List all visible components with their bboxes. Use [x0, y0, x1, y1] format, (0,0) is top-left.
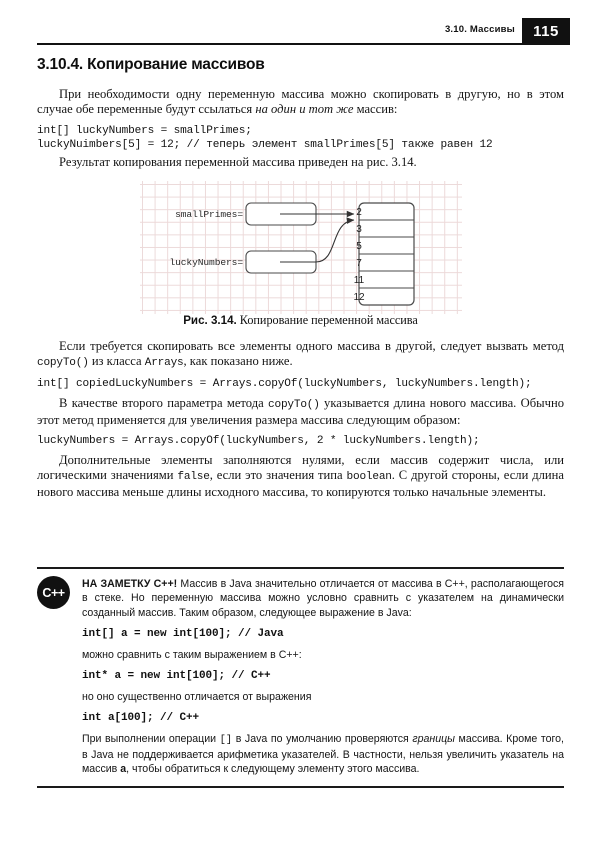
note-body [82, 577, 564, 776]
note-content [37, 569, 564, 780]
figure-array-cell-4: 11 [353, 274, 365, 286]
note-bottom-rule [37, 786, 564, 788]
note-paragraph-3: но оно существенно отличается от выражения [82, 691, 312, 704]
paragraph-copyto-c: , как показано ниже. [183, 354, 293, 369]
paragraph-copyto [37, 339, 564, 372]
paragraph-second-param-b: указывается длина нового массива. Обычно этот метод применяется для увеличения размера массива следующим образом: [37, 395, 564, 428]
running-head-rule [37, 43, 534, 45]
paragraph-copyto-b: из класса [88, 354, 145, 369]
running-head [37, 18, 570, 48]
paragraph-fill-defaults-c: . С другой стороны, если длина нового массива меньше длины исходного массива, то копируются только начальные элементы. [37, 468, 564, 500]
note-code-cpp-pointer: int* a = new int[100]; // C++ [82, 670, 271, 683]
inline-code-copyto-2: copyTo() [268, 398, 320, 411]
figure-array-cell-0: 2 [356, 206, 362, 218]
paragraph-intro-text-a: При необходимости одну переменную массива можно скопировать в другую, но в этом случае обе переменные будут ссылаться [37, 87, 564, 117]
inline-code-boolean: boolean [346, 471, 392, 484]
paragraph-copyto-a: Если требуется скопировать все элементы одного массива в другой, следует вызвать метод [59, 338, 564, 353]
note-code-java: int[] a = new int[100]; // Java [82, 627, 284, 640]
figure-caption [37, 313, 564, 328]
code-block-1-line-1: int[] luckyNumbers = smallPrimes; [37, 124, 252, 137]
inline-code-arrays: Arrays [144, 357, 184, 370]
paragraph-fill-defaults-a: Дополнительные элементы заполняются нулями, если массив содержит числа, или логическими значениями [37, 452, 564, 483]
inline-code-false: false [177, 471, 210, 484]
note-paragraph-4-emphasis: границы [412, 733, 455, 746]
code-block-3: luckyNumbers = Arrays.copyOf(luckyNumbers, 2 * luckyNumbers.length); [37, 435, 480, 448]
cpp-icon: C++ [37, 576, 70, 609]
paragraph-intro [37, 87, 564, 118]
cpp-note-box [37, 567, 564, 788]
paragraph-fill-defaults [37, 453, 564, 501]
figure-array-cell-5: 12 [353, 291, 365, 303]
section-heading: 3.10.4. Копирование массивов [37, 56, 265, 73]
note-lead-label: НА ЗАМЕТКУ C++! [82, 578, 178, 590]
paragraph-second-param [37, 396, 564, 429]
paragraph-intro-emphasis: на один и тот же [255, 102, 354, 117]
note-paragraph-4-b: в Java по умолчанию проверяются [232, 733, 413, 746]
figure-array-cell-1: 3 [356, 223, 362, 235]
note-paragraph-4 [82, 732, 564, 776]
figure-var-label-smallprimes: smallPrimes= [175, 208, 243, 220]
note-code-cpp-array: int a[100]; // C++ [82, 712, 200, 725]
code-block-1 [37, 124, 564, 152]
running-head-title: 3.10. Массивы [444, 24, 515, 35]
inline-code-copyto: copyTo() [37, 357, 89, 370]
figure-diagram [140, 181, 462, 314]
figure-var-label-luckynumbers: luckyNumbers= [169, 256, 243, 268]
figure-3-14 [37, 181, 564, 327]
paragraph-fill-defaults-b: , если это значения типа [209, 468, 347, 483]
paragraph-second-param-a: В качестве второго параметра метода [59, 395, 269, 410]
text-column [37, 56, 564, 507]
note-paragraph-4-d: , чтобы обратиться к следующему элементу этого массива. [126, 763, 420, 776]
code-block-2: int[] copiedLuckyNumbers = Arrays.copyOf(luckyNumbers, luckyNumbers.length); [37, 378, 532, 391]
note-paragraph-2: можно сравнить с таким выражением в C++: [82, 648, 302, 661]
inline-code-brackets: [] [219, 734, 233, 747]
inline-code-a: a [120, 763, 127, 776]
figure-array-cell-2: 5 [356, 240, 362, 252]
paragraph-figure-ref: Результат копирования переменной массива приведен на рис. 3.14. [59, 155, 417, 170]
page-number-badge: 115 [522, 18, 570, 45]
figure-caption-label: Рис. 3.14. [183, 313, 237, 327]
figure-array-cell-3: 7 [356, 257, 362, 269]
note-paragraph-4-c: массива. Кроме того, в Java не поддерживается арифметика указателей. В частности, нельзя увеличить указатель на массив [82, 733, 564, 776]
code-block-1-line-2: luckyNuimbers[5] = 12; // теперь элемент smallPrimes[5] также равен 12 [37, 139, 493, 152]
note-paragraph-1-text: Массив в Java значительно отличается от массива в C++, располагающегося в стеке. Но переменную массива можно условно сравнить с указателем на динамически созданный массив. Таким образом, следующее выражение в Java: [82, 578, 564, 619]
note-paragraph-1 [82, 577, 564, 620]
note-paragraph-4-a: При выполнении операции [82, 733, 220, 746]
figure-caption-text: Копирование переменной массива [236, 312, 418, 327]
paragraph-intro-text-b: массив: [353, 102, 398, 117]
